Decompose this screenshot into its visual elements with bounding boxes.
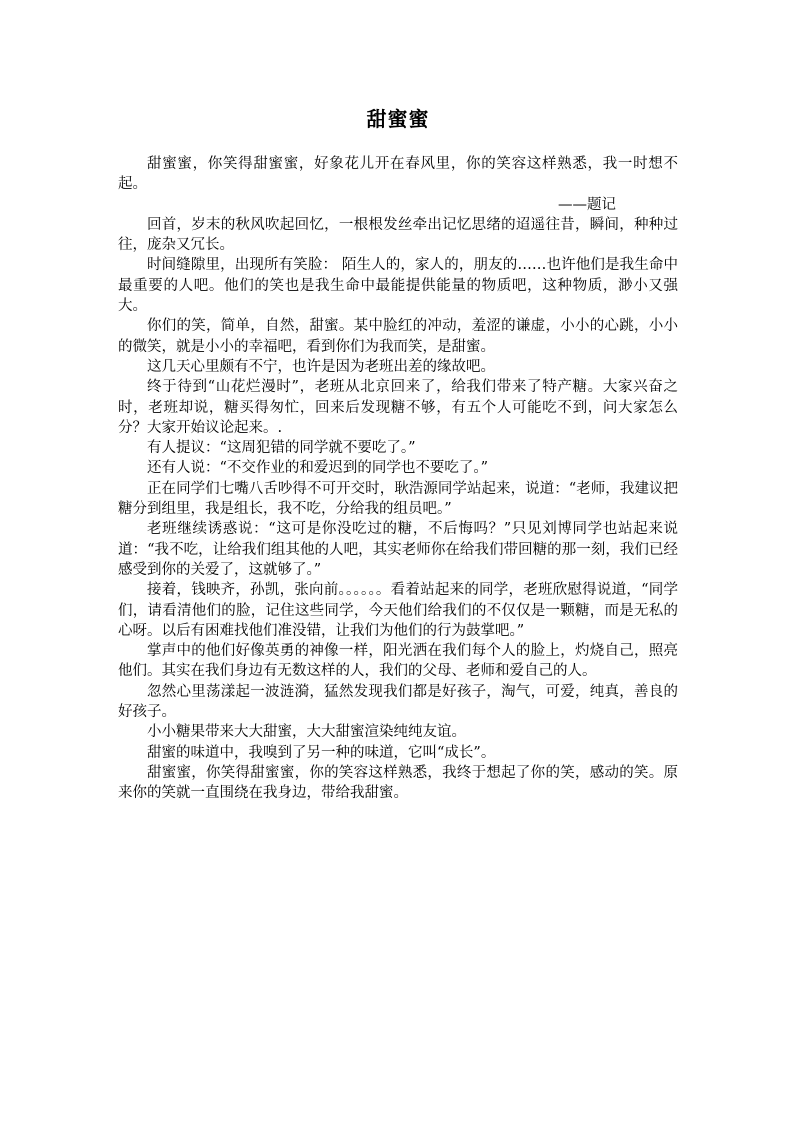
paragraph-15: 甜蜜蜜，你笑得甜蜜蜜，你的笑容这样熟悉，我终于想起了你的笑，感动的笑。原来你的笑就一直围绕在我身边，带给我甜蜜。 [118, 764, 678, 802]
paragraph-11: 掌声中的他们好像英勇的神像一样，阳光洒在我们每个人的脸上，灼烧自己，照亮他们。其实在我们身边有无数这样的人，我们的父母、老师和爱自己的人。 [118, 643, 678, 680]
epigraph-signature: ——题记 [558, 196, 616, 213]
document-title: 甜蜜蜜 [366, 107, 430, 131]
document-page [118, 0, 678, 804]
paragraph-14: 甜蜜的味道中，我嗅到了另一种的味道，它叫“成长”。 [147, 744, 496, 761]
paragraph-13: 小小糖果带来大大甜蜜，大大甜蜜渲染纯纯友谊。 [147, 724, 466, 741]
paragraph-5: 终于待到“山花烂漫时”，老班从北京回来了，给我们带来了特产糖。大家兴奋之时，老班却说，糖买得匆忙，回来后发现糖不够，有五个人可能吃不到，问大家怎么分？大家开始议论起来。. [118, 379, 678, 436]
epigraph: 甜蜜蜜，你笑得甜蜜蜜，好象花儿开在春风里，你的笑容这样熟悉，我一时想不起。 [118, 156, 678, 193]
paragraph-12: 忽然心里荡漾起一波涟漪，猛然发现我们都是好孩子，淘气，可爱，纯真，善良的好孩子。 [118, 683, 678, 721]
paragraph-10: 接着，钱映齐，孙凯，张向前。。。。。。看着站起来的同学，老班欣慰得说道，“同学们，请看清他们的脸，记住这些同学，今天他们给我们的不仅仅是一颗糖，而是无私的心呀。以后有困难找他们准没错，让我们为他们的行为鼓掌吧。” [118, 582, 678, 639]
paragraph-2: 时间缝隙里，出现所有笑脸： 陌生人的，家人的，朋友的……也许他们是我生命中最重要的人吧。他们的笑也是我生命中最能提供能量的物质吧，这种物质，渺小又强大。 [118, 257, 678, 315]
paragraph-3: 你们的笑，简单，自然，甜蜜。某中脸红的冲动，羞涩的谦虚，小小的心跳，小小的微笑，就是小小的幸福吧，看到你们为我而笑，是甜蜜。 [118, 318, 678, 355]
paragraph-9: 老班继续诱惑说：“这可是你没吃过的糖，不后悔吗？”只见刘博同学也站起来说道：“我不吃，让给我们组其他的人吧，其实老师你在给我们带回糖的那一刻，我们已经感受到你的关爱了，这就够了。” [118, 521, 678, 578]
paragraph-6: 有人提议：“这周犯错的同学就不要吃了。” [147, 440, 416, 457]
document-body [118, 154, 678, 804]
paragraph-4: 这几天心里颇有不宁，也许是因为老班出差的缘故吧。 [147, 358, 495, 375]
paragraph-1: 回首，岁末的秋风吹起回忆，一根根发丝牵出记忆思绪的迢遥往昔，瞬间，种种过往，庞杂又冗长。 [118, 216, 678, 254]
paragraph-8: 正在同学们七嘴八舌吵得不可开交时，耿浩源同学站起来，说道：“老师，我建议把糖分到组里，我是组长，我不吃，分给我的组员吧。” [118, 480, 678, 518]
paragraph-7: 还有人说：“不交作业的和爱迟到的同学也不要吃了。” [147, 460, 489, 477]
